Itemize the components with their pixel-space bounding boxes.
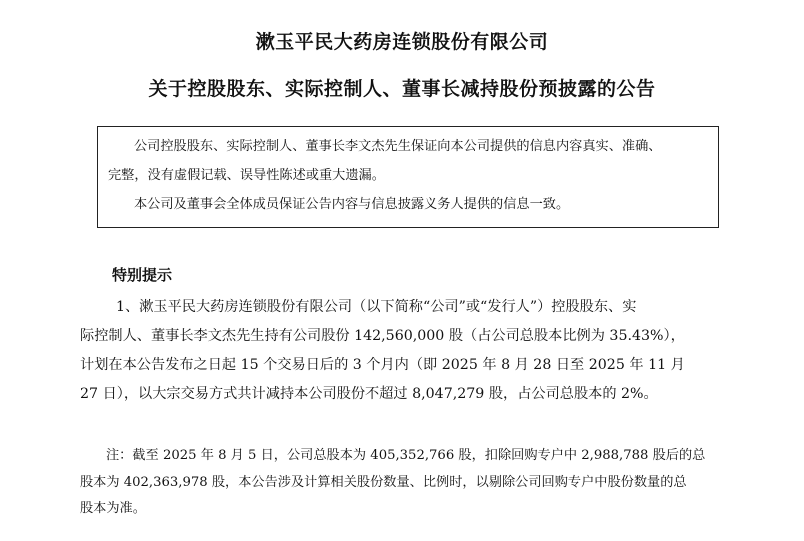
note-line-2: 股本为 402,363,978 股，本公告涉及计算相关股份数量、比例时，以剔除公司回购专户中股份数量的总 xyxy=(80,474,687,490)
note-line-3: 股本为准。 xyxy=(80,501,146,516)
note-paragraph xyxy=(80,443,752,523)
company-title: 漱玉平民大药房连锁股份有限公司 xyxy=(255,31,549,53)
item-1-line-3: 计划在本公告发布之日起 15 个交易日后的 3 个月内（即 2025 年 8 月 28 日至 2025 年 11 月 xyxy=(80,357,685,373)
notice-line-2: 完整，没有虚假记载、误导性陈述或重大遗漏。 xyxy=(108,168,385,183)
notice-line-1: 公司控股股东、实际控制人、董事长李文杰先生保证向本公司提供的信息内容真实、准确、 xyxy=(134,139,662,154)
announcement-title: 关于控股股东、实际控制人、董事长减持股份预披露的公告 xyxy=(148,78,656,100)
item-1-line-1: 1、漱玉平民大药房连锁股份有限公司（以下简称“公司”或“发行人”）控股股东、实 xyxy=(116,299,637,315)
item-1-line-4: 27 日），以大宗交易方式共计减持本公司股份不超过 8,047,279 股，占公司总股本的 2%。 xyxy=(80,386,658,402)
note-line-1: 注：截至 2025 年 8 月 5 日，公司总股本为 405,352,766 股，扣除回购专户中 2,988,788 股后的总 xyxy=(106,448,706,463)
assurance-notice-box xyxy=(97,126,719,228)
notice-line-3: 本公司及董事会全体成员保证公告内容与信息披露义务人提供的信息一致。 xyxy=(134,197,570,212)
item-1-paragraph xyxy=(80,293,752,409)
section-title-special-notice: 特别提示 xyxy=(112,266,173,284)
item-1-line-2: 际控制人、董事长李文杰先生持有公司股份 142,560,000 股（占公司总股本比例为 35.43%）， xyxy=(80,328,685,344)
